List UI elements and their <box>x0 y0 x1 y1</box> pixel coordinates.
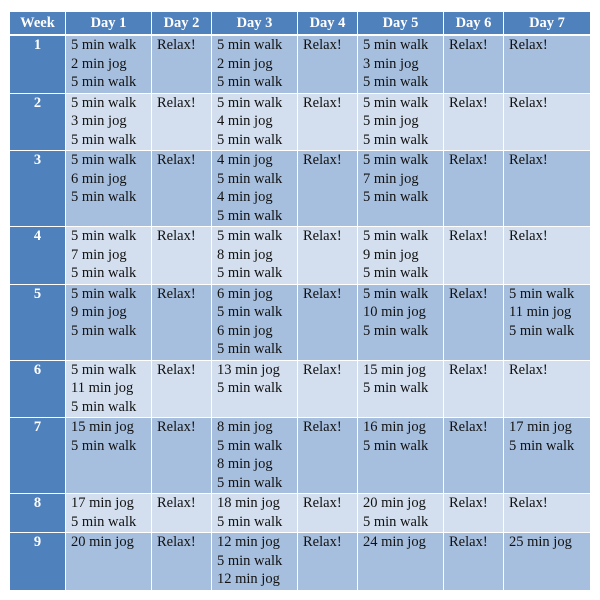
day-3-cell <box>212 93 298 151</box>
table-row <box>10 360 591 418</box>
activity-line: 18 min jog <box>217 495 280 511</box>
activity-line: Relax! <box>157 228 196 244</box>
activity-line: Relax! <box>509 37 548 53</box>
day-1-cell <box>66 360 152 418</box>
activity-line: 3 min jog <box>363 55 419 72</box>
activity-line: 6 min jog <box>217 322 273 339</box>
day-3-cell <box>212 533 298 591</box>
activity-line: 5 min walk <box>71 322 137 339</box>
activity-line: 17 min jog <box>509 419 572 435</box>
activity-line: 5 min walk <box>217 131 283 148</box>
activity-line: Relax! <box>449 37 488 53</box>
activity-line: 5 min walk <box>217 341 283 357</box>
activity-line: 2 min jog <box>217 55 273 72</box>
activity-line: 5 min walk <box>217 265 283 281</box>
activity-line: 7 min jog <box>71 246 127 263</box>
activity-line: Relax! <box>303 419 342 435</box>
activity-line: Relax! <box>157 361 196 378</box>
day-6-cell <box>444 533 504 591</box>
week-number: 8 <box>10 494 66 533</box>
day-2-cell <box>152 35 212 93</box>
day-6-cell <box>444 494 504 533</box>
table-body <box>10 35 591 590</box>
activity-line: Relax! <box>303 94 342 111</box>
activity-line: 5 min walk <box>71 37 137 53</box>
day-3-cell <box>212 418 298 494</box>
day-7-cell <box>504 35 591 93</box>
activity-line: Relax! <box>509 94 548 111</box>
activity-line: Relax! <box>449 152 488 168</box>
activity-line: 5 min walk <box>509 437 575 454</box>
activity-line: Relax! <box>449 285 488 302</box>
day-1-cell <box>66 284 152 360</box>
day-3-cell <box>212 151 298 227</box>
day-5-cell <box>358 227 444 285</box>
activity-line: 5 min walk <box>363 437 429 454</box>
day-5-cell <box>358 151 444 227</box>
day-6-cell <box>444 93 504 151</box>
week-number: 3 <box>10 151 66 227</box>
day-5-cell <box>358 494 444 533</box>
activity-line: 5 min walk <box>217 513 283 530</box>
activity-line: Relax! <box>303 285 342 302</box>
day-7-cell <box>504 360 591 418</box>
activity-line: 5 min walk <box>71 74 137 90</box>
day-3-cell <box>212 360 298 418</box>
activity-line: 20 min jog <box>363 495 426 511</box>
activity-line: 5 min walk <box>217 304 283 320</box>
activity-line: Relax! <box>449 94 488 111</box>
day-7-cell <box>504 227 591 285</box>
activity-line: Relax! <box>449 361 488 378</box>
day-7-cell <box>504 284 591 360</box>
day-6-cell <box>444 284 504 360</box>
activity-line: 4 min jog <box>217 152 273 168</box>
header-day-2: Day 2 <box>152 12 212 36</box>
day-7-cell <box>504 151 591 227</box>
day-5-cell <box>358 533 444 591</box>
activity-line: 5 min walk <box>71 513 137 530</box>
activity-line: 5 min walk <box>71 189 137 205</box>
activity-line: 5 min walk <box>363 94 429 111</box>
day-2-cell <box>152 227 212 285</box>
activity-line: 5 min walk <box>363 265 429 281</box>
activity-line: 5 min walk <box>363 228 429 244</box>
day-7-cell <box>504 494 591 533</box>
activity-line: 5 min walk <box>71 131 137 148</box>
activity-line: Relax! <box>509 361 548 378</box>
activity-line: Relax! <box>303 152 342 168</box>
day-2-cell <box>152 360 212 418</box>
table-row <box>10 284 591 360</box>
activity-line: 16 min jog <box>363 419 426 435</box>
week-number: 4 <box>10 227 66 285</box>
activity-line: 5 min walk <box>217 474 283 491</box>
table-header <box>10 12 591 36</box>
day-4-cell <box>298 284 358 360</box>
activity-line: 13 min jog <box>217 361 280 378</box>
activity-line: 5 min walk <box>509 285 575 302</box>
day-3-cell <box>212 227 298 285</box>
activity-line: 24 min jog <box>363 534 426 550</box>
day-5-cell <box>358 360 444 418</box>
week-number: 7 <box>10 418 66 494</box>
day-6-cell <box>444 418 504 494</box>
activity-line: 5 min walk <box>363 285 429 302</box>
header-day-3: Day 3 <box>212 12 298 36</box>
week-number: 5 <box>10 284 66 360</box>
day-4-cell <box>298 494 358 533</box>
table-row <box>10 35 591 93</box>
activity-line: 5 min walk <box>363 152 429 168</box>
day-1-cell <box>66 533 152 591</box>
activity-line: 5 min walk <box>217 94 283 111</box>
day-4-cell <box>298 360 358 418</box>
activity-line: Relax! <box>157 37 196 53</box>
table-row <box>10 93 591 151</box>
activity-line: 5 min walk <box>363 513 429 530</box>
activity-line: Relax! <box>303 228 342 244</box>
activity-line: 20 min jog <box>71 534 134 550</box>
activity-line: 4 min jog <box>217 189 273 205</box>
activity-line: Relax! <box>303 495 342 511</box>
activity-line: Relax! <box>157 94 196 111</box>
activity-line: 5 min walk <box>217 552 283 569</box>
activity-line: Relax! <box>509 228 548 244</box>
day-4-cell <box>298 418 358 494</box>
day-7-cell <box>504 418 591 494</box>
table-row <box>10 418 591 494</box>
week-number: 1 <box>10 35 66 93</box>
activity-line: 5 min walk <box>71 94 137 111</box>
day-4-cell <box>298 151 358 227</box>
header-day-6: Day 6 <box>444 12 504 36</box>
activity-line: 5 min jog <box>363 113 419 129</box>
day-2-cell <box>152 151 212 227</box>
activity-line: 5 min walk <box>71 437 137 454</box>
activity-line: 5 min walk <box>363 37 429 53</box>
activity-line: 5 min walk <box>363 380 429 396</box>
table-row <box>10 151 591 227</box>
week-number: 2 <box>10 93 66 151</box>
day-1-cell <box>66 494 152 533</box>
activity-line: 5 min walk <box>71 228 137 244</box>
day-7-cell <box>504 533 591 591</box>
activity-line: Relax! <box>449 495 488 511</box>
day-5-cell <box>358 284 444 360</box>
activity-line: 17 min jog <box>71 495 134 511</box>
activity-line: Relax! <box>509 152 548 168</box>
activity-line: Relax! <box>157 419 196 435</box>
activity-line: 5 min walk <box>217 228 283 244</box>
day-6-cell <box>444 227 504 285</box>
day-2-cell <box>152 533 212 591</box>
activity-line: 12 min jog <box>217 534 280 550</box>
day-6-cell <box>444 35 504 93</box>
activity-line: 5 min walk <box>71 152 137 168</box>
activity-line: Relax! <box>303 361 342 378</box>
activity-line: 11 min jog <box>71 380 134 396</box>
training-schedule-table <box>9 11 591 591</box>
activity-line: 5 min walk <box>71 398 137 415</box>
header-day-7: Day 7 <box>504 12 591 36</box>
activity-line: 5 min walk <box>509 322 575 339</box>
activity-line: Relax! <box>449 228 488 244</box>
day-7-cell <box>504 93 591 151</box>
day-2-cell <box>152 93 212 151</box>
day-2-cell <box>152 494 212 533</box>
day-1-cell <box>66 151 152 227</box>
activity-line: 5 min walk <box>71 285 137 302</box>
day-5-cell <box>358 35 444 93</box>
header-day-5: Day 5 <box>358 12 444 36</box>
week-number: 9 <box>10 533 66 591</box>
activity-line: 9 min jog <box>363 246 419 263</box>
day-4-cell <box>298 35 358 93</box>
header-day-4: Day 4 <box>298 12 358 36</box>
activity-line: 5 min walk <box>217 207 283 224</box>
activity-line: 3 min jog <box>71 113 127 129</box>
day-4-cell <box>298 533 358 591</box>
day-3-cell <box>212 494 298 533</box>
activity-line: Relax! <box>303 37 342 53</box>
activity-line: 5 min walk <box>363 74 429 90</box>
activity-line: 5 min walk <box>363 189 429 205</box>
activity-line: 10 min jog <box>363 304 426 320</box>
activity-line: Relax! <box>303 534 342 550</box>
activity-line: Relax! <box>509 495 548 511</box>
day-5-cell <box>358 418 444 494</box>
activity-line: 6 min jog <box>217 285 273 302</box>
activity-line: 5 min walk <box>217 170 283 187</box>
activity-line: 5 min walk <box>217 437 283 454</box>
day-1-cell <box>66 418 152 494</box>
week-number: 6 <box>10 360 66 418</box>
activity-line: Relax! <box>157 495 196 511</box>
day-4-cell <box>298 93 358 151</box>
table-row <box>10 227 591 285</box>
activity-line: 5 min walk <box>71 265 137 281</box>
activity-line: 5 min walk <box>217 74 283 90</box>
activity-line: 5 min walk <box>217 380 283 396</box>
activity-line: 5 min walk <box>363 131 429 148</box>
activity-line: Relax! <box>157 534 196 550</box>
day-3-cell <box>212 35 298 93</box>
activity-line: 8 min jog <box>217 456 273 472</box>
day-2-cell <box>152 418 212 494</box>
activity-line: 5 min walk <box>363 322 429 339</box>
day-4-cell <box>298 227 358 285</box>
header-week: Week <box>10 12 66 36</box>
day-5-cell <box>358 93 444 151</box>
activity-line: 11 min jog <box>509 304 572 320</box>
activity-line: 5 min walk <box>217 37 283 53</box>
day-1-cell <box>66 93 152 151</box>
activity-line: 5 min walk <box>71 361 137 378</box>
day-6-cell <box>444 151 504 227</box>
header-day-1: Day 1 <box>66 12 152 36</box>
table-row <box>10 494 591 533</box>
activity-line: 8 min jog <box>217 419 273 435</box>
activity-line: 8 min jog <box>217 246 273 263</box>
activity-line: 6 min jog <box>71 170 127 187</box>
day-3-cell <box>212 284 298 360</box>
day-6-cell <box>444 360 504 418</box>
activity-line: Relax! <box>157 285 196 302</box>
day-1-cell <box>66 227 152 285</box>
activity-line: 2 min jog <box>71 55 127 72</box>
activity-line: 12 min jog <box>217 571 280 587</box>
activity-line: Relax! <box>157 152 196 168</box>
activity-line: 7 min jog <box>363 170 419 187</box>
day-2-cell <box>152 284 212 360</box>
activity-line: 15 min jog <box>363 361 426 378</box>
activity-line: 25 min jog <box>509 534 572 550</box>
day-1-cell <box>66 35 152 93</box>
activity-line: Relax! <box>449 534 488 550</box>
table-row <box>10 533 591 591</box>
activity-line: 4 min jog <box>217 113 273 129</box>
activity-line: 15 min jog <box>71 419 134 435</box>
header-row <box>10 12 591 36</box>
activity-line: Relax! <box>449 419 488 435</box>
activity-line: 9 min jog <box>71 304 127 320</box>
